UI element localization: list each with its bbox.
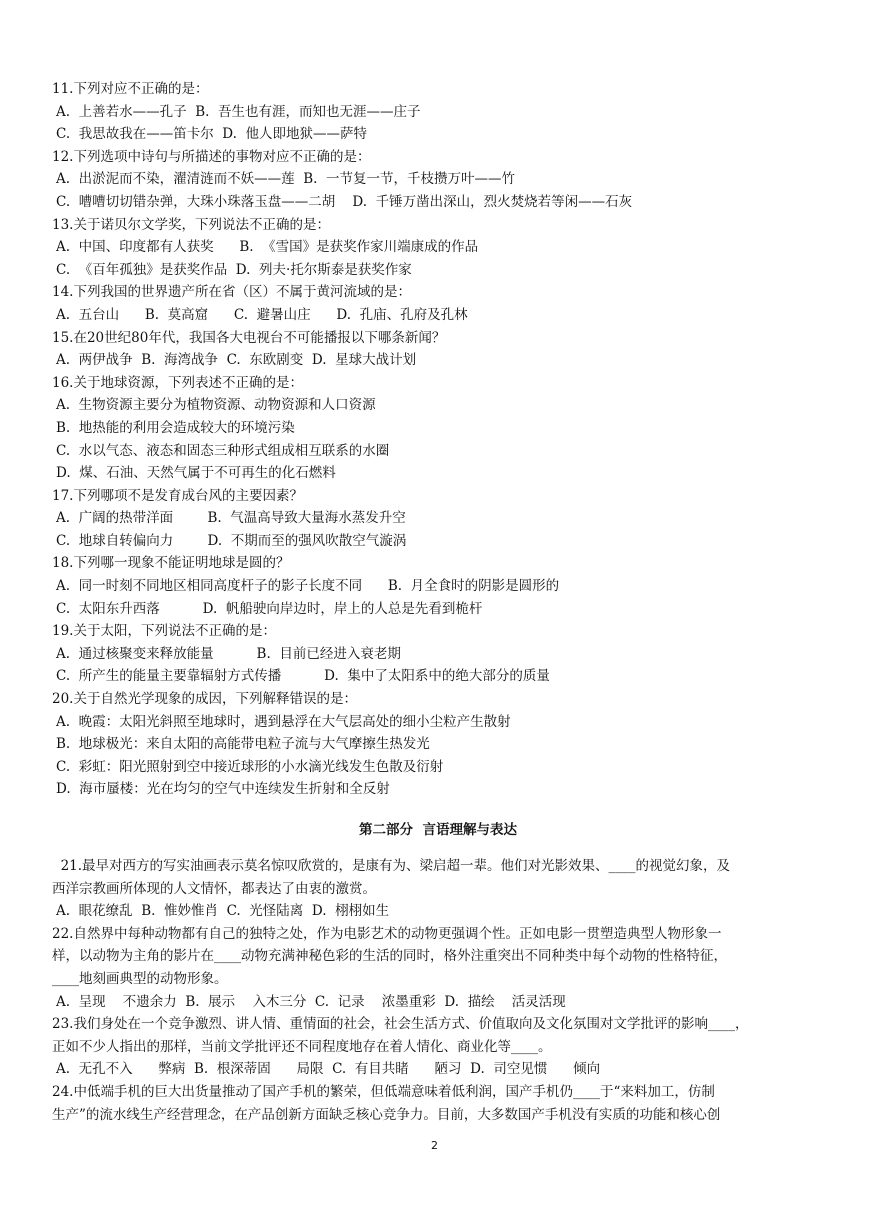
- question-19: 19.关于太阳，下列说法不正确的是：: [52, 623, 276, 640]
- section-two-heading: 第二部分 言语理解与表达: [359, 822, 517, 838]
- question-16-option-c: C. 水以气态、液态和固态三种形式组成相互联系的水圈: [56, 442, 390, 459]
- question-20-option-d: D. 海市蜃楼：光在均匀的空气中连续发生折射和全反射: [56, 781, 390, 798]
- question-21-line-2: 西洋宗教画所体现的人文情怀，都表达了由衷的激赏。: [52, 880, 376, 897]
- question-19-options-cd: C. 所产生的能量主要靠辐射方式传播 D. 集中了太阳系中的绝大部分的质量: [56, 668, 550, 685]
- question-22-options: A. 呈现 不遗余力 B. 展示 入木三分 C. 记录 浓墨重彩 D. 描绘 活灵活现: [56, 993, 566, 1010]
- question-16-option-b: B. 地热能的利用会造成较大的环境污染: [56, 419, 295, 436]
- question-20-option-c: C. 彩虹：阳光照射到空中接近球形的小水滴光线发生色散及衍射: [56, 758, 444, 775]
- question-17-options-ab: A. 广阔的热带洋面 B. 气温高导致大量海水蒸发升空: [56, 510, 406, 527]
- question-17-options-cd: C. 地球自转偏向力 D. 不期而至的强风吹散空气漩涡: [56, 532, 407, 549]
- question-14: 14.下列我国的世界遗产所在省（区）不属于黄河流域的是：: [52, 284, 411, 301]
- question-13: 13.关于诺贝尔文学奖，下列说法不正确的是：: [52, 216, 330, 233]
- question-16-option-d: D. 煤、石油、天然气属于不可再生的化石燃料: [56, 465, 336, 482]
- question-15: 15.在20世纪80年代，我国各大电视台不可能播报以下哪条新闻？: [52, 329, 446, 346]
- question-20-option-b: B. 地球极光：来自太阳的高能带电粒子流与大气摩擦生热发光: [56, 736, 430, 753]
- question-20: 20.关于自然光学现象的成因，下列解释错误的是：: [52, 691, 357, 708]
- question-16-option-a: A. 生物资源主要分为植物资源、动物资源和人口资源: [56, 397, 376, 414]
- question-14-options: A. 五台山 B. 莫高窟 C. 避暑山庄 D. 孔庙、孔府及孔林: [56, 306, 468, 323]
- part-two-questions: [52, 855, 824, 1126]
- question-23-options: A. 无孔不入 弊病 B. 根深蒂固 局限 C. 有目共睹 陋习 D. 司空见惯 倾向: [56, 1061, 601, 1078]
- question-23-line-2: 正如不少人指出的那样，当前文学批评还不同程度地存在着人情化、商业化等____。: [52, 1038, 552, 1055]
- page-number: 2: [431, 1139, 438, 1152]
- question-22-line-1: 22.自然界中每种动物都有自己的独特之处，作为电影艺术的动物更强调个性。正如电影一贯塑造典型人物形象一: [52, 925, 722, 942]
- question-11-options-cd: C. 我思故我在——笛卡尔 D. 他人即地狱——萨特: [56, 126, 368, 143]
- question-16: 16.关于地球资源，下列表述不正确的是：: [52, 374, 303, 391]
- question-15-options: A. 两伊战争 B. 海湾战争 C. 东欧剧变 D. 星球大战计划: [56, 352, 417, 369]
- question-24-line-2: 生产”的流水线生产经营理念，在产品创新方面缺乏核心竞争力。目前，大多数国产手机没有实质的功能和核心创: [52, 1106, 721, 1123]
- question-12-options-ab: A. 出淤泥而不染，濯清涟而不妖——莲 B. 一节复一节，千枝攒万叶——竹: [56, 171, 515, 188]
- question-11-options-ab: A. 上善若水——孔子 B. 吾生也有涯，而知也无涯——庄子: [56, 103, 421, 120]
- question-22-line-2: 样，以动物为主角的影片在____动物充满神秘色彩的生活的同时，格外注重突出不同种类中每个动物的性格特征，: [52, 948, 727, 965]
- question-12: 12.下列选项中诗句与所描述的事物对应不正确的是：: [52, 148, 371, 165]
- question-24-line-1: 24.中低端手机的巨大出货量推动了国产手机的繁荣，但低端意味着低利润，国产手机仍____于“来料加工，仿制: [52, 1083, 715, 1100]
- question-18: 18.下列哪一现象不能证明地球是圆的？: [52, 555, 290, 572]
- part-one-questions: [52, 78, 824, 801]
- question-22-line-3: ____地刻画典型的动物形象。: [52, 970, 228, 987]
- question-18-options-ab: A. 同一时刻不同地区相同高度杆子的影子长度不同 B. 月全食时的阴影是圆形的: [56, 578, 560, 595]
- question-12-options-cd: C. 嘈嘈切切错杂弹，大珠小珠落玉盘——二胡 D. 千锤万凿出深山，烈火焚烧若等闲——石灰: [56, 193, 633, 210]
- question-17: 17.下列哪项不是发育成台风的主要因素？: [52, 487, 303, 504]
- question-23-line-1: 23.我们身处在一个竞争激烈、讲人情、重情面的社会，社会生活方式、价值取向及文化氛围对文学批评的影响____，: [52, 1016, 749, 1033]
- question-19-options-ab: A. 通过核聚变来释放能量 B. 目前已经进入衰老期: [56, 645, 401, 662]
- question-18-options-cd: C. 太阳东升西落 D. 帆船驶向岸边时，岸上的人总是先看到桅杆: [56, 600, 483, 617]
- question-21-options: A. 眼花缭乱 B. 惟妙惟肖 C. 光怪陆离 D. 栩栩如生: [56, 903, 390, 920]
- question-13-options-ab: A. 中国、印度都有人获奖 B. 《雪国》是获奖作家川端康成的作品: [56, 239, 479, 256]
- question-21-line-1: 21.最早对西方的写实油画表示莫名惊叹欣赏的，是康有为、梁启超一辈。他们对光影效果、____的视觉幻象，及: [52, 858, 731, 874]
- page-content: [52, 78, 824, 1126]
- question-20-option-a: A. 晚霞：太阳光斜照至地球时，遇到悬浮在大气层高处的细小尘粒产生散射: [56, 713, 511, 730]
- question-13-options-cd: C. 《百年孤独》是获奖作品 D. 列夫·托尔斯泰是获奖作家: [56, 261, 412, 278]
- question-11: 11.下列对应不正确的是：: [52, 81, 209, 97]
